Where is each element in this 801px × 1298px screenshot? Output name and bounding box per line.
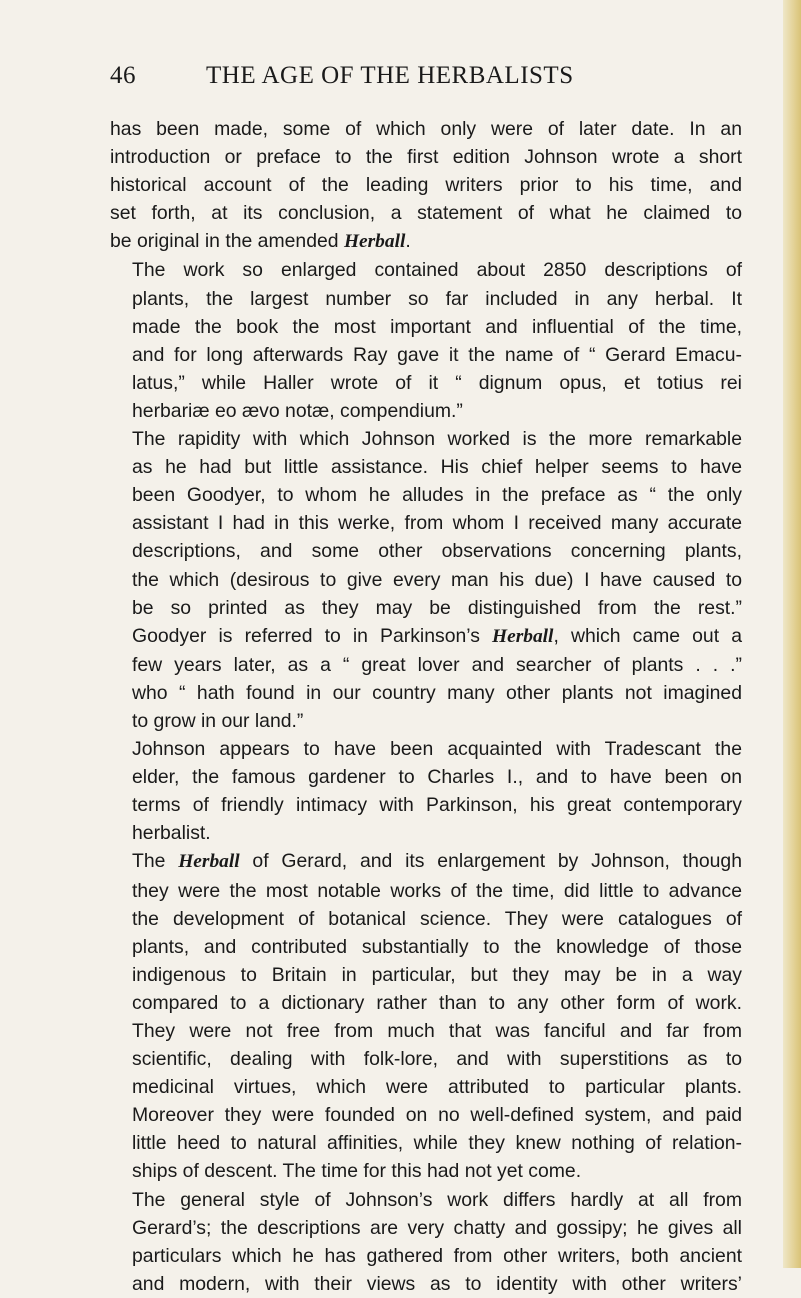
text-line: be original in the amended Herball.	[110, 230, 411, 253]
text-line: made the book the most important and influential of the time,	[132, 315, 742, 338]
text-line: who “ hath found in our country many other plants not imagined	[132, 681, 742, 704]
text-line: particulars which he has gathered from other writers, both ancient	[132, 1244, 742, 1267]
text-line: descriptions, and some other observations concerning plants,	[132, 540, 742, 563]
text-line: medicinal virtues, which were attributed to particular plants.	[132, 1076, 742, 1099]
text-line: been Goodyer, to whom he alludes in the preface as “ the only	[132, 484, 742, 507]
text-line: compared to a dictionary rather than to any other form of work.	[132, 991, 742, 1014]
text-line: be so printed as they may be distinguished from the rest.”	[132, 596, 742, 619]
text-line: The Herball of Gerard, and its enlargement by Johnson, though	[132, 850, 742, 873]
page-edge	[783, 0, 801, 1268]
text-line: plants, the largest number so far included in any herbal. It	[132, 287, 742, 310]
text-line: latus,” while Haller wrote of it “ dignum opus, et totius rei	[132, 371, 742, 394]
text-line: and for long afterwards Ray gave it the name of “ Gerard Emacu-	[132, 343, 742, 366]
text-line: they were the most notable works of the time, did little to advance	[132, 879, 742, 902]
running-head: THE AGE OF THE HERBALISTS	[206, 62, 574, 89]
body-text	[110, 115, 742, 1298]
text-line: few years later, as a “ great lover and searcher of plants . . .”	[132, 653, 742, 676]
text-line: The work so enlarged contained about 2850 descriptions of	[132, 259, 742, 282]
text-line: Gerard’s; the descriptions are very chatty and gossipy; he gives all	[132, 1216, 742, 1239]
text-line: the development of botanical science. They were catalogues of	[132, 907, 742, 930]
text-line: terms of friendly intimacy with Parkinson, his great contemporary	[132, 794, 742, 817]
text-line: indigenous to Britain in particular, but they may be in a way	[132, 963, 742, 986]
text-line: plants, and contributed substantially to the knowledge of those	[132, 935, 742, 958]
paragraph	[110, 847, 742, 1185]
page-number: 46	[110, 62, 136, 89]
text-line: to grow in our land.”	[132, 709, 304, 732]
text-line: ships of descent. The time for this had not yet come.	[132, 1160, 582, 1183]
text-line: They were not free from much that was fanciful and far from	[132, 1020, 742, 1042]
text-line: as he had but little assistance. His chief helper seems to have	[132, 456, 742, 479]
paragraph	[110, 115, 742, 256]
text-line: scientific, dealing with folk-lore, and with superstitions as to	[132, 1048, 742, 1071]
page-header	[110, 62, 730, 102]
paragraph	[110, 425, 742, 735]
text-line: the which (desirous to give every man his due) I have caused to	[132, 568, 742, 591]
text-line: The general style of Johnson’s work differs hardly at all from	[132, 1188, 742, 1211]
text-line: assistant I had in this werke, from whom I received many accurate	[132, 512, 742, 535]
paragraph	[110, 256, 742, 425]
text-line: Goodyer is referred to in Parkinson’s Herball, which came out a	[132, 624, 742, 647]
text-line: little heed to natural affinities, while they knew nothing of relation-	[132, 1132, 742, 1155]
text-line: historical account of the leading writers prior to his time, and	[110, 174, 742, 197]
text-line: set forth, at its conclusion, a statement of what he claimed to	[110, 202, 742, 225]
text-line: Moreover they were founded on no well-defined system, and paid	[132, 1104, 742, 1127]
text-line: has been made, some of which only were of later date. In an	[110, 118, 742, 140]
text-line: Johnson appears to have been acquainted with Tradescant the	[132, 738, 742, 761]
text-line: elder, the famous gardener to Charles I., and to have been on	[132, 766, 742, 789]
text-line: The rapidity with which Johnson worked is the more remarkable	[132, 428, 742, 451]
paragraph	[110, 1186, 742, 1298]
text-line: herbariæ eo ævo notæ, compendium.”	[132, 399, 463, 422]
text-line: herbalist.	[132, 822, 211, 845]
text-line: introduction or preface to the first edition Johnson wrote a short	[110, 146, 742, 169]
text-line: and modern, with their views as to identity with other writers’	[132, 1272, 742, 1295]
paragraph	[110, 735, 742, 847]
